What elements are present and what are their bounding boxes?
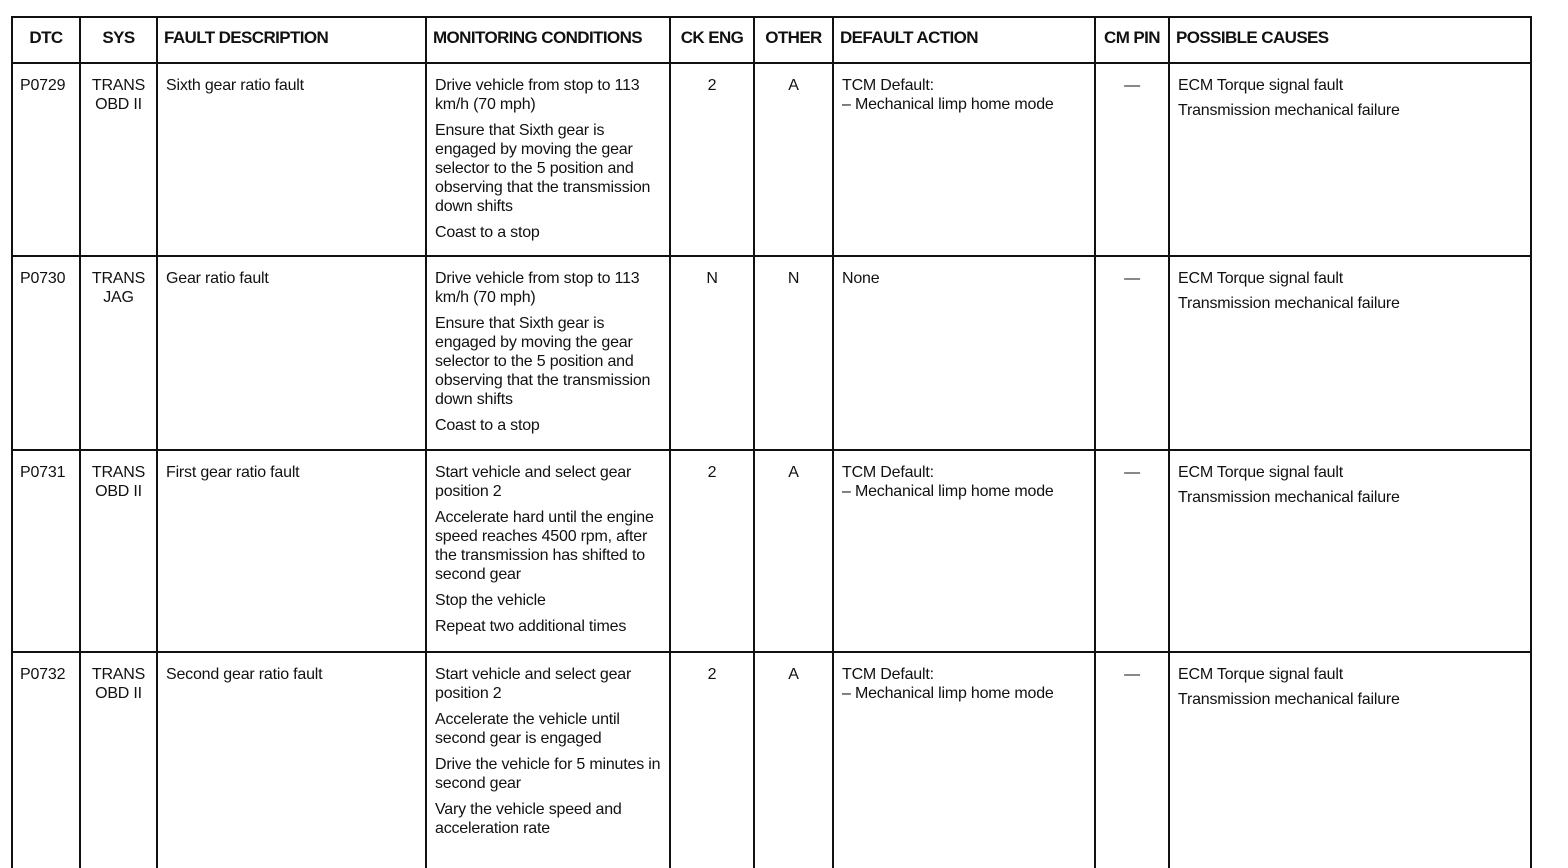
default-action-line: TCM Default:: [842, 666, 934, 683]
monitoring-step: Stop the vehicle: [435, 592, 546, 609]
ck-eng-value: 2: [670, 450, 754, 652]
header-sys: SYS: [80, 17, 157, 63]
other-value: A: [754, 63, 833, 256]
cm-pin-value: —: [1095, 63, 1169, 256]
ck-eng-value: 2: [670, 63, 754, 256]
monitoring-step: Vary the vehicle speed and acceleration rate: [435, 801, 622, 837]
monitoring-step: Repeat two additional times: [435, 618, 627, 635]
header-other: OTHER: [754, 17, 833, 63]
table-row: [12, 63, 1531, 256]
monitoring-conditions: [426, 450, 670, 652]
ck-eng-value: 2: [670, 652, 754, 868]
monitoring-step: Start vehicle and select gear position 2: [435, 464, 632, 500]
monitoring-step: Coast to a stop: [435, 417, 540, 434]
fault-description: Second gear ratio fault: [157, 652, 426, 868]
table-row: [12, 652, 1531, 868]
dtc-code: P0731: [12, 450, 80, 652]
cause-item: Transmission mechanical failure: [1178, 489, 1400, 506]
header-default-action: DEFAULT ACTION: [833, 17, 1095, 63]
other-value: A: [754, 652, 833, 868]
possible-causes: [1169, 450, 1531, 652]
sys-line: TRANS: [91, 270, 146, 287]
monitoring-step: Drive vehicle from stop to 113 km/h (70 mph): [435, 270, 640, 306]
header-dtc: DTC: [12, 17, 80, 63]
possible-causes: [1169, 652, 1531, 868]
cause-item: ECM Torque signal fault: [1178, 77, 1343, 94]
header-row: [12, 17, 1531, 63]
monitoring-conditions: [426, 256, 670, 450]
sys-line: OBD II: [95, 96, 142, 113]
sys-line: TRANS: [91, 77, 146, 94]
cause-item: Transmission mechanical failure: [1178, 102, 1400, 119]
monitoring-conditions: [426, 652, 670, 868]
table-row: [12, 450, 1531, 652]
table-row: [12, 256, 1531, 450]
header-cm-pin: CM PIN: [1095, 17, 1169, 63]
cm-pin-value: —: [1095, 652, 1169, 868]
sys-cell: [80, 652, 157, 868]
other-value: A: [754, 450, 833, 652]
possible-causes: [1169, 256, 1531, 450]
monitoring-step: Ensure that Sixth gear is engaged by moving the gear selector to the 5 position and observing that the transmission down shifts: [435, 122, 651, 215]
default-action-line: – Mechanical limp home mode: [842, 96, 1054, 113]
sys-cell: [80, 450, 157, 652]
default-action: [833, 63, 1095, 256]
header-fault-description: FAULT DESCRIPTION: [157, 17, 426, 63]
sys-line: OBD II: [95, 685, 142, 702]
sys-cell: [80, 256, 157, 450]
monitoring-step: Drive vehicle from stop to 113 km/h (70 mph): [435, 77, 640, 113]
monitoring-step: Accelerate the vehicle until second gear is engaged: [435, 711, 620, 747]
cause-item: Transmission mechanical failure: [1178, 691, 1400, 708]
cause-item: ECM Torque signal fault: [1178, 666, 1343, 683]
sys-line: TRANS: [91, 666, 146, 683]
monitoring-step: Ensure that Sixth gear is engaged by moving the gear selector to the 5 position and observing that the transmission down shifts: [435, 315, 651, 408]
monitoring-step: Start vehicle and select gear position 2: [435, 666, 632, 702]
sys-line: JAG: [103, 289, 134, 306]
monitoring-conditions: [426, 63, 670, 256]
sys-line: TRANS: [91, 464, 146, 481]
dtc-code: P0729: [12, 63, 80, 256]
fault-description: Gear ratio fault: [157, 256, 426, 450]
fault-description: Sixth gear ratio fault: [157, 63, 426, 256]
default-action-line: TCM Default:: [842, 77, 934, 94]
sys-line: OBD II: [95, 483, 142, 500]
default-action-line: – Mechanical limp home mode: [842, 685, 1054, 702]
sys-cell: [80, 63, 157, 256]
cm-pin-value: —: [1095, 450, 1169, 652]
dtc-table: [11, 16, 1532, 868]
cause-item: Transmission mechanical failure: [1178, 295, 1400, 312]
cm-pin-value: —: [1095, 256, 1169, 450]
default-action: [833, 450, 1095, 652]
default-action-line: TCM Default:: [842, 464, 934, 481]
dtc-code: P0730: [12, 256, 80, 450]
header-monitoring-conditions: MONITORING CONDITIONS: [426, 17, 670, 63]
header-possible-causes: POSSIBLE CAUSES: [1169, 17, 1531, 63]
cause-item: ECM Torque signal fault: [1178, 270, 1343, 287]
monitoring-step: Coast to a stop: [435, 224, 540, 241]
dtc-code: P0732: [12, 652, 80, 868]
possible-causes: [1169, 63, 1531, 256]
ck-eng-value: N: [670, 256, 754, 450]
default-action-line: None: [842, 270, 880, 287]
monitoring-step: Drive the vehicle for 5 minutes in second gear: [435, 756, 661, 792]
monitoring-step: Accelerate hard until the engine speed reaches 4500 rpm, after the transmission has shifted to second gear: [435, 509, 654, 583]
default-action-line: – Mechanical limp home mode: [842, 483, 1054, 500]
other-value: N: [754, 256, 833, 450]
header-ck-eng: CK ENG: [670, 17, 754, 63]
default-action: [833, 256, 1095, 450]
default-action: [833, 652, 1095, 868]
cause-item: ECM Torque signal fault: [1178, 464, 1343, 481]
fault-description: First gear ratio fault: [157, 450, 426, 652]
